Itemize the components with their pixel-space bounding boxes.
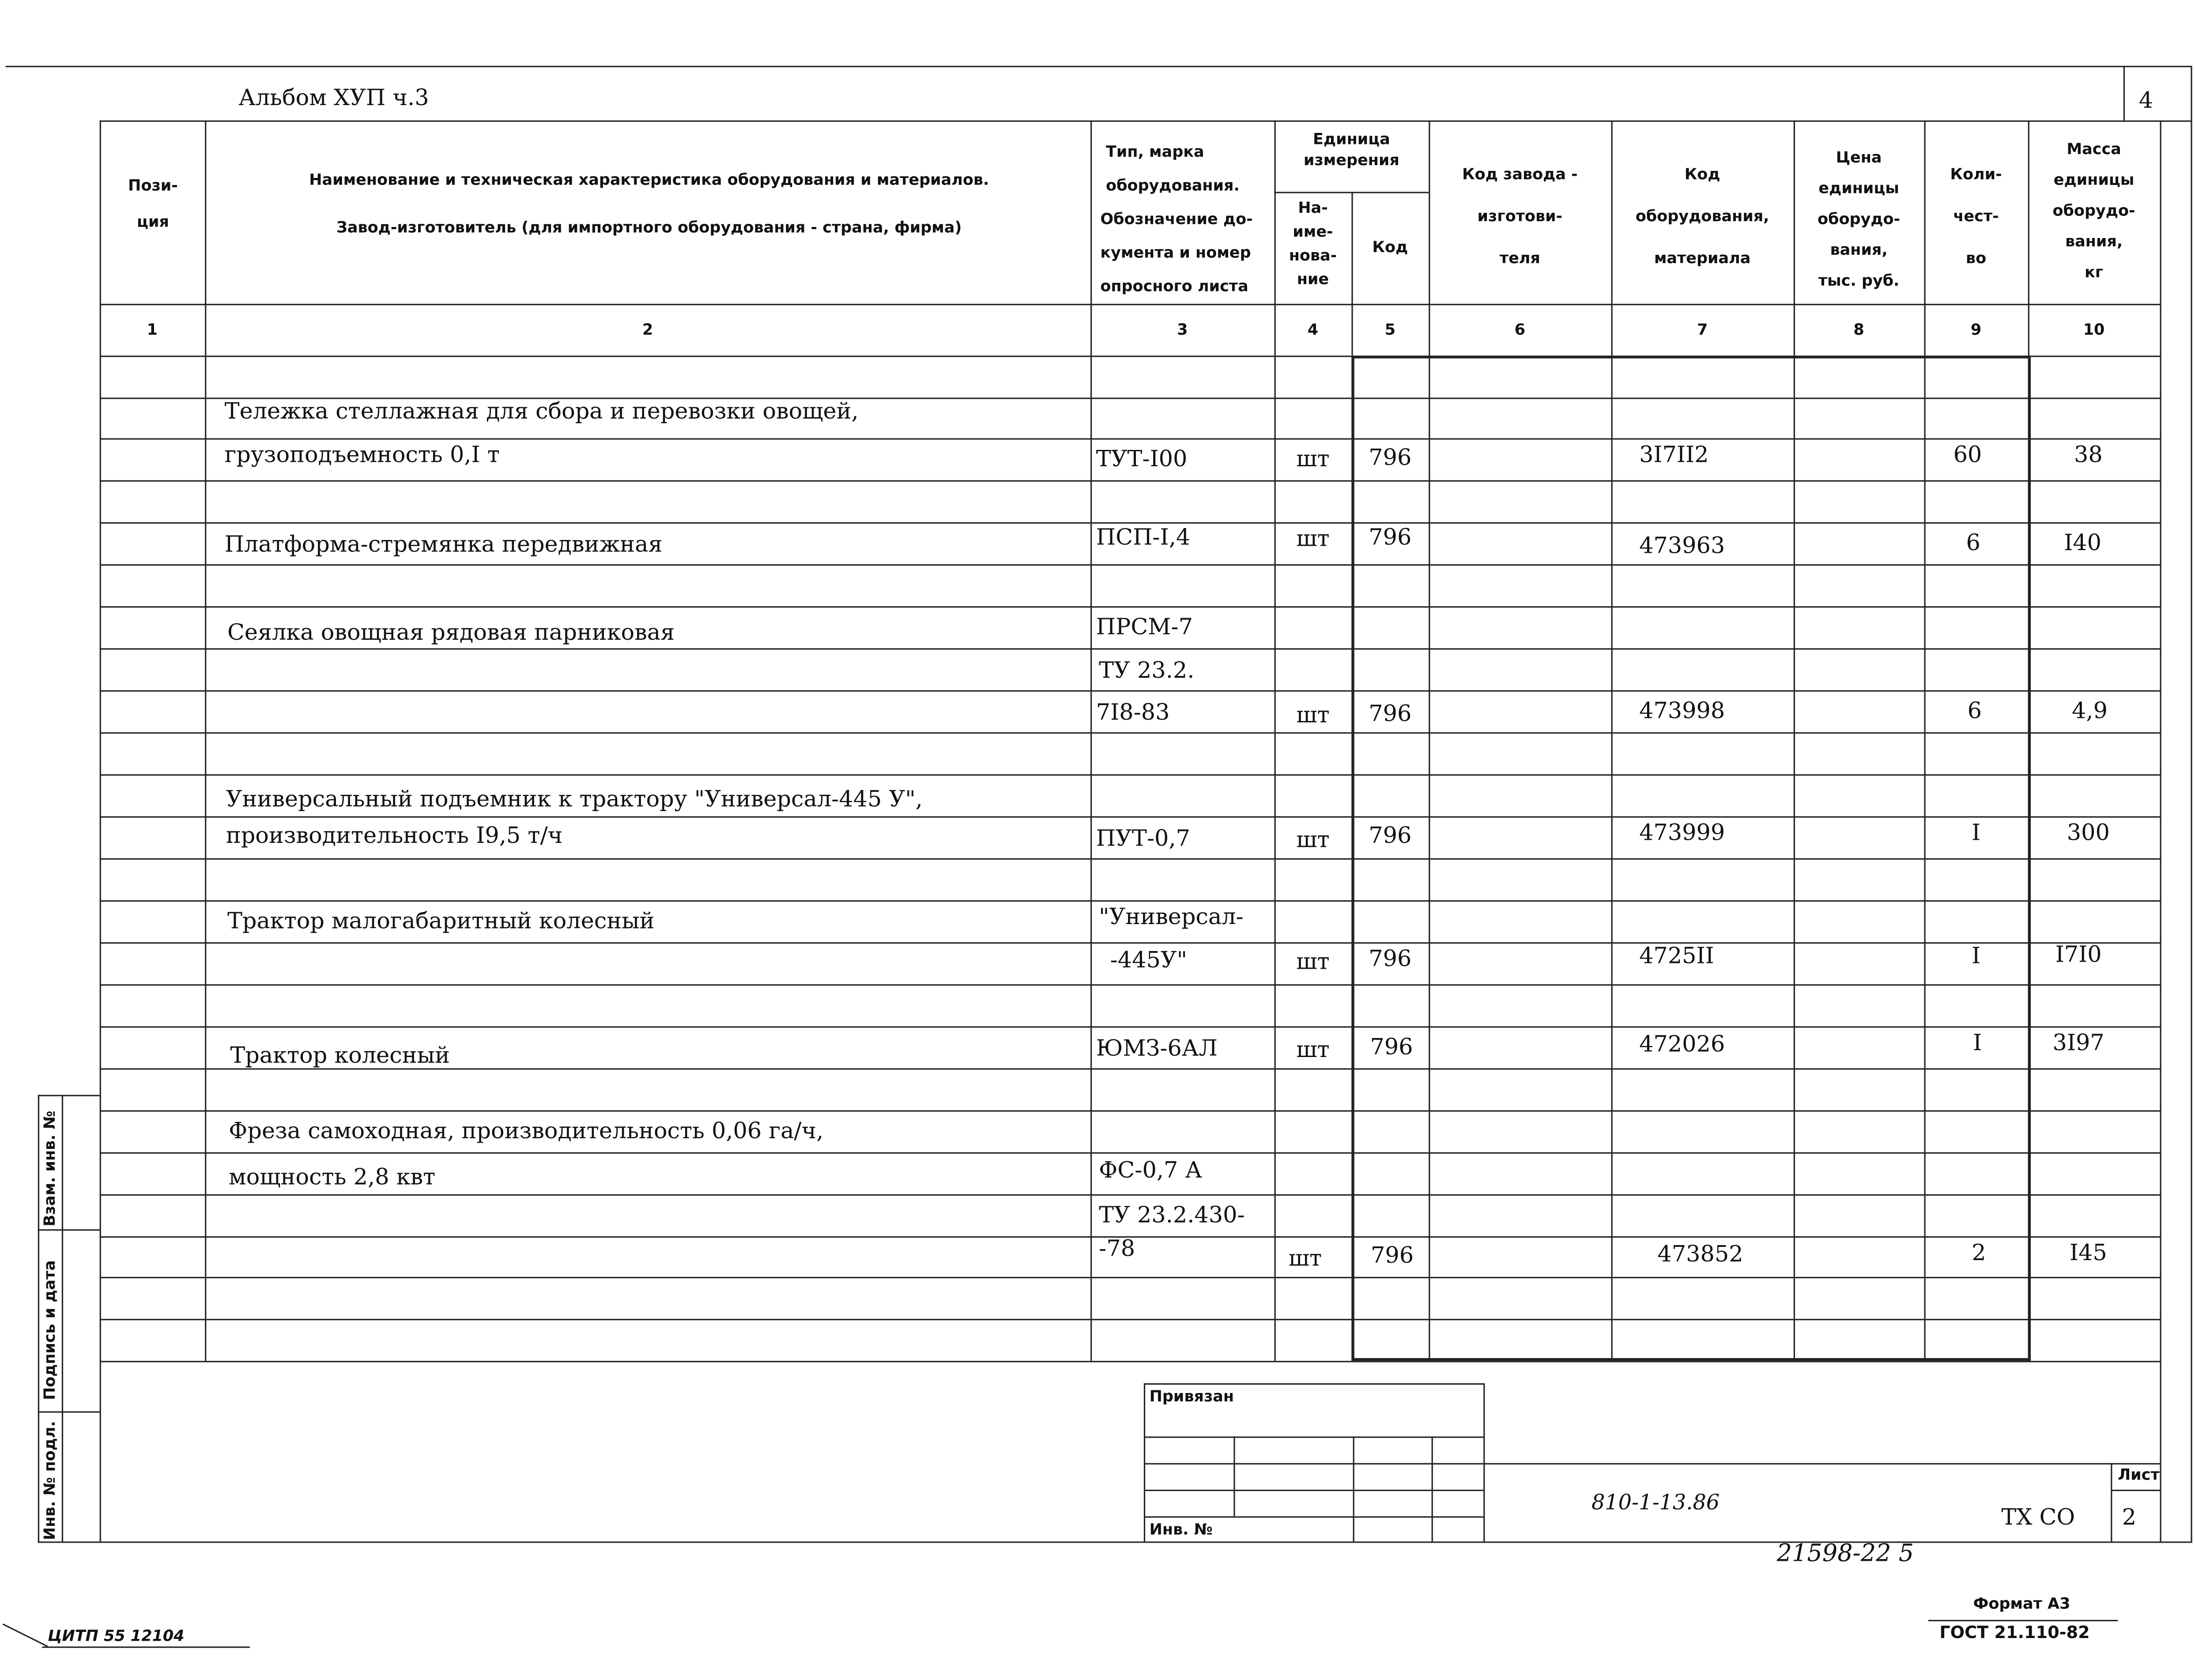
sheet-number: 2 xyxy=(2122,1503,2137,1530)
equipment-code: 473998 xyxy=(1639,697,1725,724)
item-mass: 3I97 xyxy=(2052,1029,2104,1056)
inv-no-label: Инв. № xyxy=(1149,1520,1213,1539)
item-unit: шт xyxy=(1296,826,1330,853)
header-line: вания, xyxy=(1830,241,1888,259)
header-line: Завод-изготовитель (для импортного оборудования - страна, фирма) xyxy=(336,218,962,237)
gost-label: ГОСТ 21.110-82 xyxy=(1939,1623,2090,1642)
handwritten-number: 21598-22 5 xyxy=(1776,1540,1914,1568)
item-type: ТУ 23.2. xyxy=(1099,657,1195,683)
col5-header xyxy=(1351,227,1429,269)
unit-group-header xyxy=(1275,129,1429,171)
row-line xyxy=(100,648,2161,649)
header-line: Коли- xyxy=(1950,165,2002,184)
header-line: тыс. руб. xyxy=(1818,272,1900,290)
row-line xyxy=(100,1152,2161,1154)
item-type: "Универсал- xyxy=(1099,903,1244,930)
header-line: единицы xyxy=(2053,170,2135,189)
item-quantity: I xyxy=(1973,1029,1982,1056)
item-code: 796 xyxy=(1369,700,1412,727)
header-line: кумента и номер xyxy=(1100,243,1251,262)
header-line: ция xyxy=(137,212,169,231)
equipment-code: 473852 xyxy=(1657,1240,1743,1267)
row-line xyxy=(100,1110,2161,1112)
header-line: Код завода - xyxy=(1462,165,1578,184)
item-unit: шт xyxy=(1296,948,1330,975)
col-line-6 xyxy=(1611,121,1612,1361)
header-line: оборудо- xyxy=(2052,201,2135,220)
equipment-code: 3I7II2 xyxy=(1639,441,1709,468)
item-name: грузоподъемность 0,I т xyxy=(224,441,500,468)
format-label: Формат А3 xyxy=(1973,1594,2071,1613)
row-line xyxy=(100,564,2161,566)
header-line: ние xyxy=(1297,270,1329,289)
item-code: 796 xyxy=(1369,523,1412,551)
item-name: производительность I9,5 т/ч xyxy=(226,822,563,849)
item-type: ЮМЗ-6АЛ xyxy=(1096,1034,1218,1061)
col1-header xyxy=(104,165,202,244)
item-name: мощность 2,8 квт xyxy=(229,1163,436,1190)
row-line xyxy=(100,984,2161,985)
title-block-line xyxy=(1233,1436,1235,1516)
header-line: единицы xyxy=(1818,179,1899,198)
row-line xyxy=(100,606,2161,608)
item-type: ТУ 23.2.430- xyxy=(1099,1201,1245,1228)
item-code: 796 xyxy=(1370,1242,1414,1268)
item-name: Платформа-стремянка передвижная xyxy=(224,530,663,558)
header-line: Код xyxy=(1684,165,1720,184)
item-quantity: I xyxy=(1971,819,1981,846)
side-stamp-mid-border xyxy=(62,1095,63,1543)
col-number: 4 xyxy=(1307,321,1319,339)
header-line: нова- xyxy=(1289,246,1337,265)
item-type: -445У" xyxy=(1110,946,1188,973)
col9-header xyxy=(1924,154,2028,280)
col-number: 6 xyxy=(1514,321,1526,339)
item-mass: 300 xyxy=(2067,819,2110,846)
item-type: ФС-0,7 А xyxy=(1099,1156,1203,1183)
item-quantity: 6 xyxy=(1966,529,1980,556)
row-line xyxy=(100,942,2161,944)
col-number: 5 xyxy=(1384,321,1395,339)
title-block-line xyxy=(1144,1383,1145,1543)
col6-header xyxy=(1429,154,1611,280)
header-line: На- xyxy=(1298,199,1328,217)
item-name: Тележка стеллажная для сбора и перевозки овощей, xyxy=(224,397,859,424)
item-quantity: 6 xyxy=(1967,697,1982,724)
format-underline xyxy=(1928,1620,2118,1621)
item-type: 7I8-83 xyxy=(1096,698,1170,725)
side-stamp-left-border xyxy=(38,1095,39,1543)
item-quantity: I xyxy=(1971,942,1981,969)
col4-header xyxy=(1275,196,1352,291)
sheet-box-line xyxy=(2111,1490,2160,1491)
header-line: кг xyxy=(2085,263,2104,282)
col10-header xyxy=(2028,134,2160,288)
row-line xyxy=(100,816,2161,818)
col-line-1 xyxy=(205,121,206,1361)
row-line xyxy=(100,1194,2161,1196)
item-mass: I45 xyxy=(2069,1239,2107,1266)
col-line-7 xyxy=(1794,121,1795,1361)
col7-header xyxy=(1611,154,1793,280)
header-line: оборудования. xyxy=(1106,176,1240,195)
row-line xyxy=(100,1277,2161,1278)
header-line: Наименование и техническая характеристика оборудования и материалов. xyxy=(309,170,989,189)
item-code: 796 xyxy=(1369,444,1412,471)
col-number: 1 xyxy=(147,321,158,339)
item-name: Трактор колесный xyxy=(230,1042,450,1068)
header-line: теля xyxy=(1499,249,1540,268)
header-line: опросного листа xyxy=(1100,277,1248,296)
item-unit: шт xyxy=(1296,445,1330,472)
item-mass: I7I0 xyxy=(2055,940,2102,968)
col-number: 2 xyxy=(642,321,653,339)
item-type: ТУТ-I00 xyxy=(1096,445,1188,472)
title-block-line xyxy=(1144,1463,2160,1465)
title-block-line xyxy=(1483,1383,1485,1543)
col-number: 7 xyxy=(1697,321,1708,339)
side-stamp-line xyxy=(38,1229,100,1231)
side-stamp-line xyxy=(38,1411,100,1412)
tsitp-underline xyxy=(42,1646,249,1648)
podpis-data-label: Подпись и дата xyxy=(41,1260,59,1400)
inv-podl-label: Инв. № подл. xyxy=(41,1421,59,1540)
item-code: 796 xyxy=(1369,945,1412,972)
col3-header xyxy=(1095,136,1272,304)
item-unit: шт xyxy=(1288,1245,1322,1272)
header-line: изготови- xyxy=(1477,207,1563,226)
row-line xyxy=(100,690,2161,691)
title-block-line xyxy=(1144,1383,1483,1385)
item-code: 796 xyxy=(1369,822,1412,849)
header-line: Код xyxy=(1372,238,1408,257)
col-line-3 xyxy=(1275,121,1276,1361)
header-line: Цена xyxy=(1836,148,1882,167)
item-name: Трактор малогабаритный колесный xyxy=(227,907,655,934)
vzam-inv-label: Взам. инв. № xyxy=(41,1110,59,1227)
col-number: 8 xyxy=(1853,321,1864,339)
header-line: чест- xyxy=(1953,207,1999,226)
col-line-2 xyxy=(1090,121,1092,1361)
item-type: -78 xyxy=(1099,1235,1135,1262)
row-line xyxy=(100,774,2161,776)
header-line: Пози- xyxy=(128,176,178,195)
page-number-box-border xyxy=(2123,66,2125,122)
header-line: измерения xyxy=(1303,151,1399,170)
item-mass: I40 xyxy=(2064,529,2102,556)
privyazan-label: Привязан xyxy=(1149,1387,1234,1406)
tsitp-label: ЦИТП 55 12104 xyxy=(48,1627,185,1645)
header-bottom-line xyxy=(100,304,2161,305)
equipment-code: 4725II xyxy=(1639,942,1714,969)
item-name: Универсальный подъемник к трактору "Универсал-445 У", xyxy=(226,785,923,812)
item-unit: шт xyxy=(1296,525,1330,552)
col2-header xyxy=(211,157,1088,252)
row-line xyxy=(100,858,2161,860)
sheet-box-line xyxy=(2160,1361,2161,1543)
row-line xyxy=(100,438,2161,440)
header-line: оборудования, xyxy=(1635,207,1769,226)
row-line xyxy=(100,900,2161,902)
equipment-code: 472026 xyxy=(1639,1030,1725,1057)
top-border xyxy=(6,66,2192,67)
row-line xyxy=(100,732,2161,733)
item-quantity: 2 xyxy=(1972,1239,1986,1266)
header-line: Обозначение до- xyxy=(1100,210,1253,228)
col-number: 10 xyxy=(2083,321,2105,339)
header-line: име- xyxy=(1293,223,1333,241)
col-line-5 xyxy=(1429,121,1430,1361)
item-name: Фреза самоходная, производительность 0,06 га/ч, xyxy=(229,1117,824,1144)
row-line xyxy=(100,1361,2161,1362)
item-code: 796 xyxy=(1370,1033,1413,1060)
item-type: ПУТ-0,7 xyxy=(1096,824,1190,851)
header-line: вания, xyxy=(2065,232,2123,251)
col8-header xyxy=(1794,143,1924,297)
sheet-box-line xyxy=(2111,1463,2112,1543)
header-line: оборудо- xyxy=(1818,210,1901,228)
item-quantity: 60 xyxy=(1953,441,1982,468)
document-code: 810-1-13.86 xyxy=(1591,1489,1720,1515)
sheet-label: Лист xyxy=(2118,1466,2160,1484)
table-top-border xyxy=(100,121,2192,122)
row-line xyxy=(100,1319,2161,1320)
item-name: Сеялка овощная рядовая парниковая xyxy=(227,619,675,646)
side-stamp-line xyxy=(38,1095,100,1096)
album-title: Альбом ХУП ч.3 xyxy=(238,84,429,111)
page-number: 4 xyxy=(2138,87,2154,113)
corner-mark-icon xyxy=(0,1621,50,1655)
row-line xyxy=(100,480,2161,482)
col-line-10 xyxy=(2160,121,2161,1361)
equipment-code: 473963 xyxy=(1639,532,1725,559)
title-block-line xyxy=(1353,1436,1354,1543)
header-line: Единица xyxy=(1312,130,1390,149)
item-type: ПСП-I,4 xyxy=(1096,523,1191,551)
col-number: 9 xyxy=(1970,321,1982,339)
right-border xyxy=(2191,66,2192,1543)
section-code: ТХ СО xyxy=(2001,1503,2075,1530)
header-line: материала xyxy=(1654,249,1751,268)
item-mass: 4,9 xyxy=(2072,697,2108,724)
header-line: Тип, марка xyxy=(1106,143,1204,161)
header-line: во xyxy=(1965,249,1987,268)
item-type: ПРСМ-7 xyxy=(1096,613,1193,640)
item-unit: шт xyxy=(1296,701,1330,728)
header-line: Масса xyxy=(2067,140,2121,159)
thick-top xyxy=(1351,355,2031,358)
item-mass: 38 xyxy=(2074,441,2103,468)
item-unit: шт xyxy=(1296,1036,1330,1063)
col-line-8 xyxy=(1924,121,1925,1361)
col-number: 3 xyxy=(1177,321,1188,339)
row-line xyxy=(100,1026,2161,1027)
title-block-line xyxy=(1432,1436,1433,1543)
equipment-code: 473999 xyxy=(1639,819,1725,846)
